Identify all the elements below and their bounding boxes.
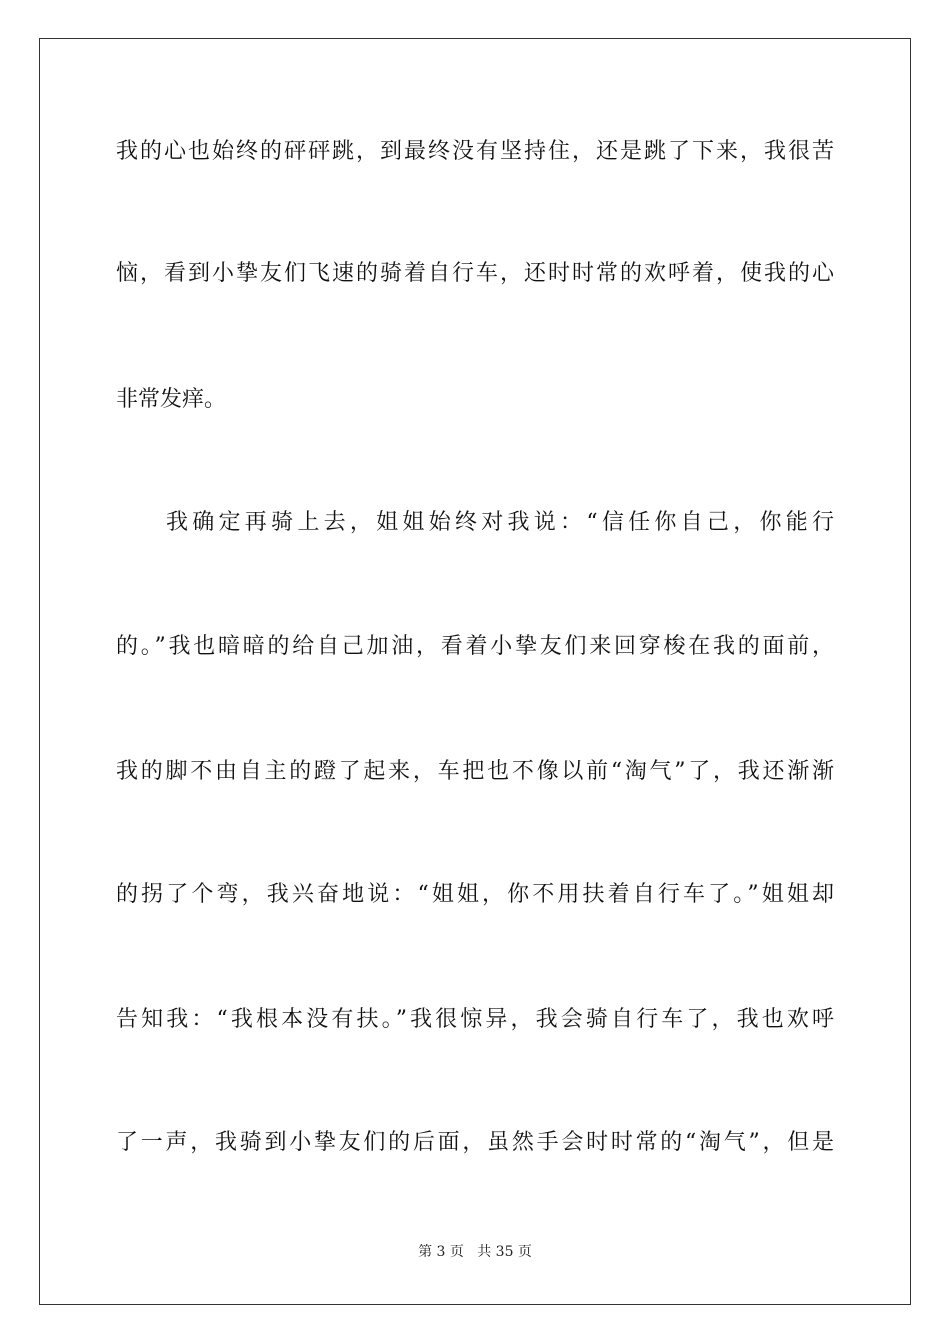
text-line-7: 的拐了个弯，我兴奋地说：“姐姐，你不用扶着自行车了。”姐姐却 (116, 882, 834, 907)
text-line-1: 我的心也始终的砰砰跳，到最终没有坚持住，还是跳了下来，我很苦 (116, 139, 834, 164)
page-border (39, 38, 911, 1305)
text-line-4: 我确定再骑上去，姐姐始终对我说：“信任你自己，你能行 (166, 510, 834, 535)
text-line-3: 非常发痒。 (116, 387, 227, 412)
text-line-6: 我的脚不由自主的蹬了起来，车把也不像以前“淘气”了，我还渐渐 (116, 759, 834, 784)
text-line-8: 告知我：“我根本没有扶。”我很惊异，我会骑自行车了，我也欢呼 (116, 1007, 834, 1032)
text-line-2: 恼，看到小挚友们飞速的骑着自行车，还时时常的欢呼着，使我的心 (116, 261, 834, 286)
page-number-footer: 第 3 页 共 35 页 (418, 1244, 532, 1260)
text-line-9: 了一声，我骑到小挚友们的后面，虽然手会时时常的“淘气”，但是 (116, 1130, 834, 1155)
text-line-5: 的。”我也暗暗的给自己加油，看着小挚友们来回穿梭在我的面前， (116, 634, 834, 659)
